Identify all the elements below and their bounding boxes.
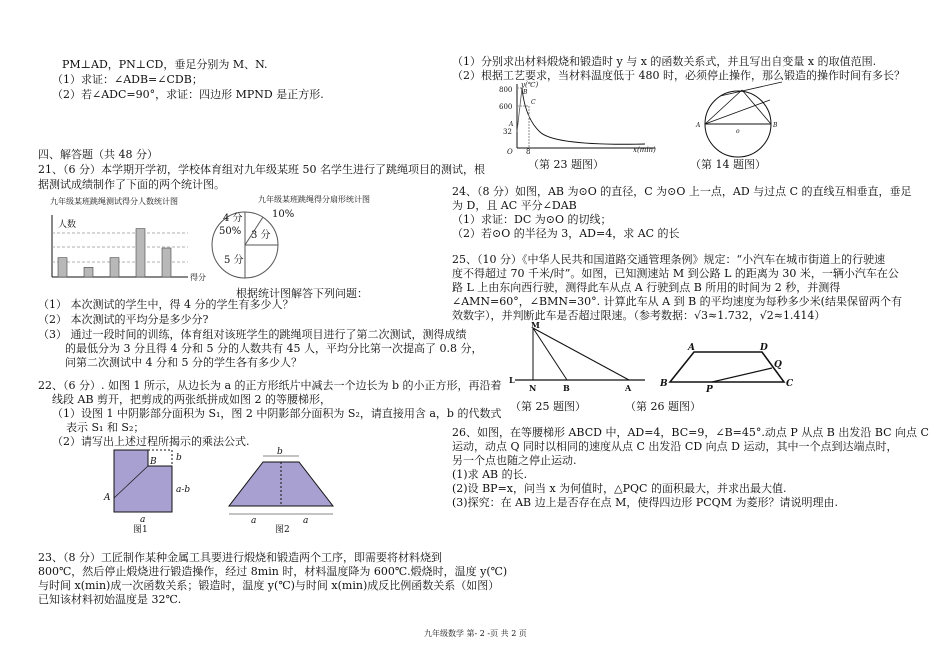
q25-text: ∠AMN=60°，∠BMN=30°. 计算此车从 A 到 B 的平均速度为每秒多少米(结果保留两个有 [452, 295, 902, 308]
q24-text: （2）若⊙O 的半径为 3，AD=4，求 AC 的长 [452, 227, 680, 240]
pie-chart-title: 九年级某班跳绳得分扇形统计图 [258, 195, 370, 204]
q24-text: 24、（8 分）如图，AB 为⊙O 的直径，C 为⊙O 上一点，AD 与过点 C 的直线互相垂直，垂足 [452, 185, 912, 198]
text-line: PM⊥AD，PN⊥CD，垂足分别为 M、N. [62, 58, 268, 71]
bar-chart [38, 205, 213, 287]
point-label: A [509, 121, 514, 128]
q21-part: 问第二次测试中 4 分和 5 分的学生各有多少人？ [65, 356, 302, 369]
pie-label: 4 分 [223, 213, 243, 224]
q26-text: (3)探究：在 AB 边上是否存在点 M，使得四边形 PCQM 为菱形？请说明理由. [452, 496, 838, 509]
bar-4 [136, 229, 145, 277]
point-label: L [509, 375, 515, 385]
fig-label: b [277, 447, 283, 457]
q25-figure [505, 320, 655, 396]
q26-text: (2)设 BP=x，问当 x 为何值时，△PQC 的面积最大，并求出最大值. [452, 482, 787, 495]
bar-chart-ylabel: 人数 [58, 220, 77, 230]
pie-chart [205, 205, 295, 285]
fig-label: B [150, 457, 157, 467]
point-label: A [696, 122, 701, 129]
q23-text: 23、（8 分）工匠制作某种金属工具要进行煅烧和锻造两个工序，即需要将材料烧到 [38, 551, 442, 564]
q26-text: 运动，动点 Q 同时以相同的速度从点 C 出发沿 CD 向点 D 运动，其中一个点到达端点时， [452, 440, 898, 453]
text-line: 根据统计图解答下列问题： [236, 287, 368, 300]
q22-text: 表示 S₁ 和 S₂； [66, 421, 145, 434]
q22-text: （2）请写出上述过程所揭示的乘法公式. [52, 435, 250, 448]
q23-part: （1）分别求出材料煅烧和锻造时 y 与 x 的函数关系式，并且写出自变量 x 的取值范围. [452, 55, 877, 68]
q23-part: （2）根据工艺要求，当材料温度低于 480 时，必须停止操作，那么锻造的操作时间有多长？ [452, 69, 905, 82]
q21-part: （3） 通过一段时间的训练，体育组对该班学生的跳绳项目进行了第二次测试，测得成绩 [38, 328, 467, 341]
bar-5 [162, 248, 171, 277]
q23-text: 与时间 x(min)成一次函数关系；锻造时，温度 y(℃)与时间 x(min)成反比例函数关系（如图） [38, 579, 500, 592]
q26-figure [656, 340, 796, 398]
figure-caption: （第 25 题图） [510, 400, 586, 413]
point-label: C [786, 379, 794, 389]
point-label: B [773, 122, 778, 129]
tick-label: 600 [499, 103, 513, 111]
q21-text: 21、（6 分）本学期开学初，学校体育组对九年级某班 50 名学生进行了跳绳项目的测试，根 [38, 163, 485, 176]
pie-label: 3 分 [251, 230, 271, 241]
tick-label: 8 [526, 148, 531, 156]
figure-caption: （第 26 题图） [625, 400, 701, 413]
q14-figure [690, 78, 790, 158]
point-label: A [625, 383, 632, 393]
q23-graph [495, 82, 665, 154]
bar-3 [110, 258, 119, 277]
q21-part: （2） 本次测试的平均分是多少分? [38, 313, 209, 326]
tick-label: 32 [503, 128, 512, 136]
page-footer: 九年级数学 第- 2 -页 共 2 页 [424, 629, 527, 638]
q23-text: 已知该材料初始温度是 32℃. [38, 593, 182, 606]
point-label: M [531, 320, 540, 330]
point-label: N [529, 383, 537, 393]
section-heading: 四、解答题（共 48 分） [38, 148, 158, 161]
point-label: Q [774, 360, 782, 370]
figure-caption: 图1 [133, 525, 148, 535]
q26-text: 26、如图，在等腰梯形 ABCD 中，AD=4，BC=9，∠B=45°.动点 P 从点 B 出发沿 BC 向点 C [452, 426, 929, 439]
bar-1 [58, 258, 67, 277]
point-label: B [563, 383, 570, 393]
figure-caption: （第 14 题图） [690, 158, 766, 171]
point-label: D [760, 343, 768, 353]
figure-caption: （第 23 题图） [528, 158, 604, 171]
bar-chart-xlabel: 得分 [190, 273, 206, 282]
tick-label: 800 [499, 86, 513, 94]
pie-label: 5 分 [224, 255, 244, 266]
q22-text: （1）设图 1 中阴影部分面积为 S₁，图 2 中阴影部分面积为 S₂，请直接用含 a，b 的代数式 [52, 407, 502, 420]
graph-y-axis: y(℃) [521, 81, 539, 89]
pie-label: 10% [272, 209, 295, 220]
text-line: （1）求证：∠ADB=∠CDB； [52, 73, 203, 86]
graph-x-axis: x(min) [633, 146, 656, 154]
fig-label: b [176, 453, 182, 463]
point-label: C [531, 99, 536, 106]
q22-text: 线段 AB 剪开，把剪成的两张纸拼成如图 2 的等腰梯形， [52, 393, 332, 406]
q23-text: 800℃，然后停止煅烧进行锻造操作，经过 8min 时，材料温度降为 600℃.煅烧时，温度 y(℃) [38, 565, 508, 578]
q22-text: 22、（6 分）. 如图 1 所示，从边长为 a 的正方形纸片中减去一个边长为 b 的小正方形，再沿着 [38, 379, 502, 392]
q25-text: 度不得超过 70 千米/时”。如图，已知测速站 M 到公路 L 的距离为 30 米，一辆小汽车在公 [452, 267, 899, 280]
bar-chart-title: 九年级某班跳绳测试得分人数统计图 [50, 197, 178, 206]
point-label: o [736, 128, 740, 135]
q22-figure-2 [225, 447, 345, 535]
bar-2 [84, 267, 93, 277]
q25-text: 效数字），并判断此车是否超过限速。（参考数据：√3≈1.732，√2≈1.414） [452, 309, 826, 322]
q26-text: (1)求 AB 的长. [452, 468, 528, 481]
q21-text: 据测试成绩制作了下面的两个统计图。 [38, 178, 225, 191]
fig-label: a [303, 516, 309, 526]
fig-label: A [104, 493, 111, 503]
point-label: P [706, 385, 713, 395]
text-line: （2）若∠ADC=90°，求证：四边形 MPND 是正方形. [52, 88, 324, 101]
figure-caption: 图2 [275, 525, 290, 535]
point-label: B [523, 89, 528, 96]
pie-label: 50% [219, 226, 242, 237]
point-label: B [660, 379, 668, 389]
fig-label: a [251, 516, 257, 526]
q26-text: 另一个点也随之停止运动. [452, 454, 577, 467]
q21-part: （1） 本次测试的学生中，得 4 分的学生有多少人？ [38, 298, 294, 311]
q24-text: （1）求证：DC 为⊙O 的切线； [452, 213, 612, 226]
fig-label: a-b [176, 485, 191, 495]
q22-figure-1 [100, 448, 200, 535]
tick-label: O [507, 148, 513, 156]
q21-part: 的最低分为 3 分且得 4 分和 5 分的人数共有 45 人，平均分比第一次提高了 0.8 分， [65, 342, 483, 355]
q25-text: 路 L 上由东向西行驶，测得此车从点 A 行驶到点 B 所用的时间为 2 秒，并测得 [452, 281, 841, 294]
point-label: A [688, 343, 695, 353]
q25-text: 25、（10 分）《中华人民共和国道路交通管理条例》规定：“小汽车在城市街道上的行驶速 [452, 253, 886, 266]
fig-label: a [140, 515, 146, 525]
q24-text: 为 D，且 AC 平分∠DAB [452, 199, 577, 212]
